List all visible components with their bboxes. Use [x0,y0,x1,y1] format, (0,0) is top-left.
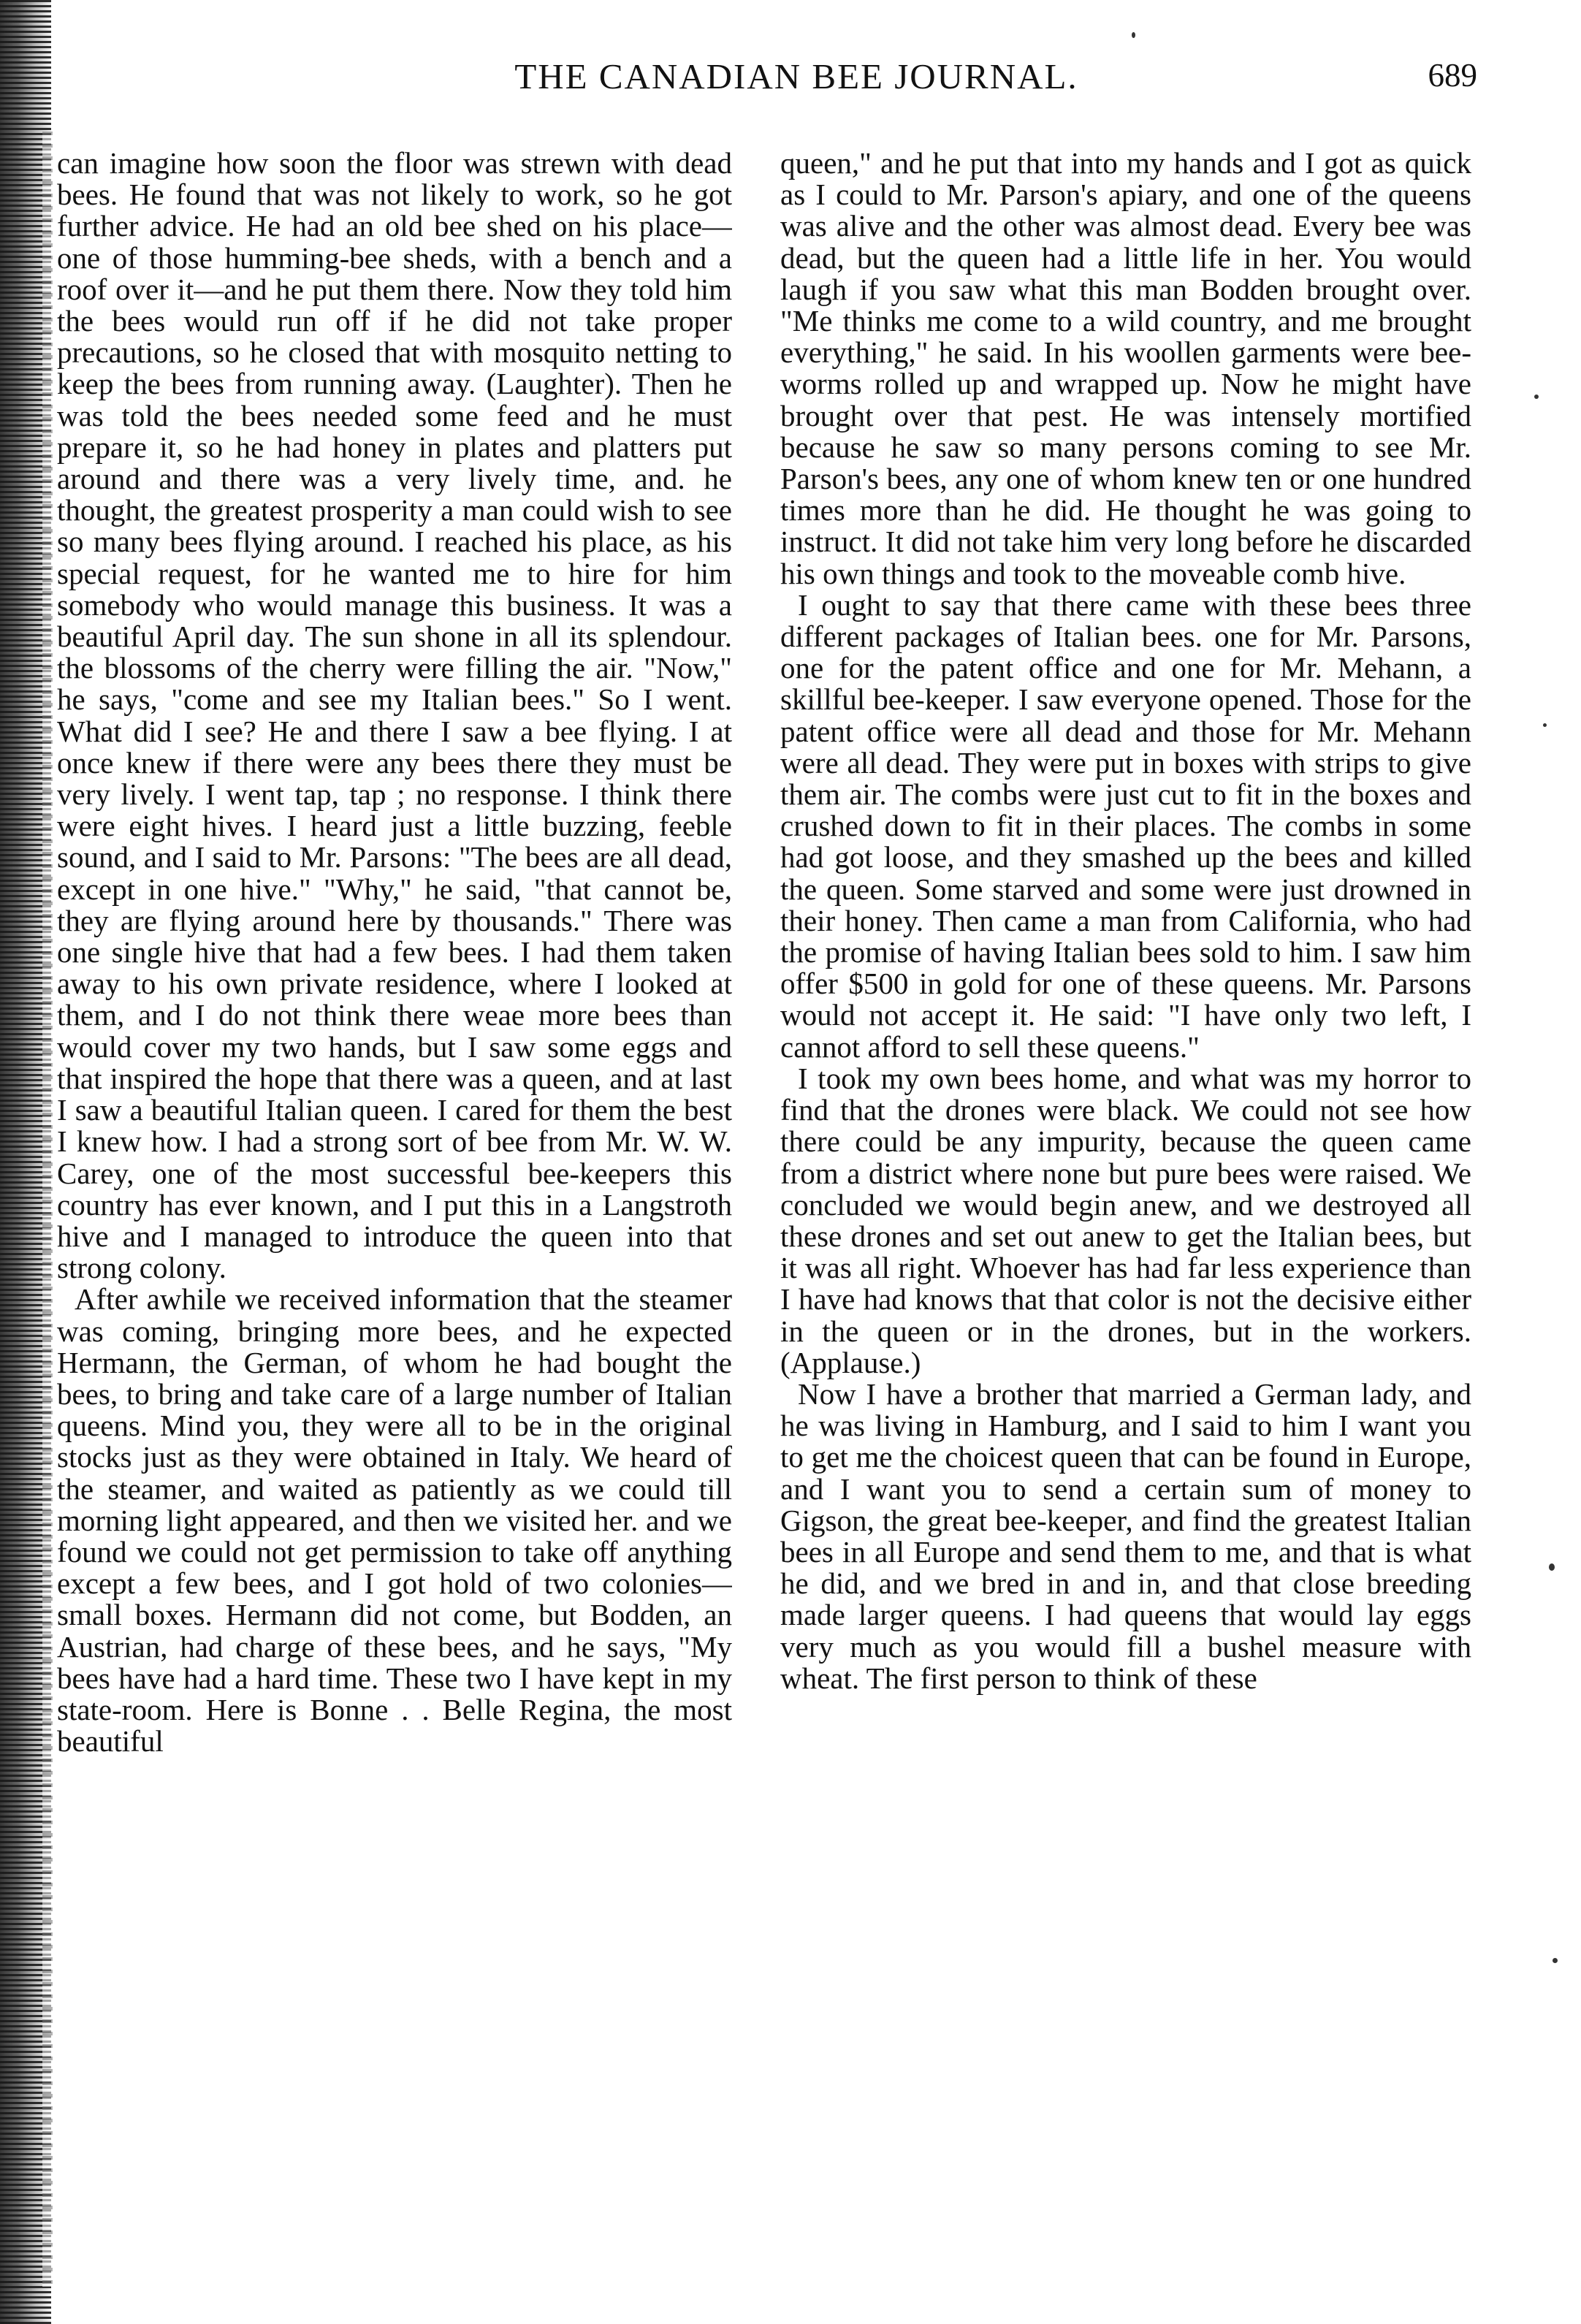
page-header [0,56,1581,114]
left-paragraph-1: can imagine how soon the floor was strewn with dead bees. He found that was not likely to work, so he got further advice. He had an old bee shed on his place—one of those humming-bee sheds, with a bench and a roof over it—and he put them there. Now they told him the bees would run off if he did not take proper precautions, so he closed that with mosquito netting to keep the bees from running away. (Laughter). Then he was told the bees needed some feed and he must prepare it, so he had honey in plates and platters put around and there was a very lively time, and. he thought, the greatest prosperity a man could wish to see so many bees flying around. I reached his place, as his special request, for he wanted me to hire for him somebody who would manage this business. It was a beautiful April day. The sun shone in all its splendour. the blossoms of the cherry were filling the air. "Now," he says, "come and see my Italian bees." So I went. What did I see? He and there I saw a bee flying. I at once knew if there were any bees there they must be very lively. I went tap, tap ; no response. I think there were eight hives. I heard just a little buzzing, feeble sound, and I said to Mr. Parsons: "The bees are all dead, except in one hive." "Why," he said, "that cannot be, they are flying around here by thousands." There was one single hive that had a few bees. I had them taken away to his own private residence, where I looked at them, and I do not think there weae more bees than would cover my two hands, but I saw some eggs and that inspired the hope that there was a queen, and at last I saw a beautiful Italian queen. I cared for them the best I knew how. I had a strong sort of bee from Mr. W. W. Carey, one of the most successful bee-keepers this country has ever known, and I put this in a Langstroth hive and I managed to introduce the queen into that strong colony. [57,148,732,1285]
left-paragraph-2: After awhile we received information that the steamer was coming, bringing more bees, and he expected Hermann, the German, of whom he had bought the bees, to bring and take care of a large number of Italian queens. Mind you, they were all to be in the original stocks just as they were obtained in Italy. We heard of the steamer, and waited as patiently as we could till morning light appeared, and then we visited her. and we found we could not get permission to take off anything except a few bees, and I got hold of two colonies—small boxes. Hermann did not come, but Bodden, an Austrian, had charge of these bees, and he says, "My bees have had a hard time. These two I have kept in my state-room. Here is Bonne . . Belle Regina, the most beautiful [57,1282,732,1759]
right-column [780,148,1471,2296]
print-speck [1543,723,1547,727]
right-paragraph-4: Now I have a brother that married a German lady, and he was living in Hamburg, and I said to him I want you to get me the choicest queen that can be found in Europe, and I want you to send a certain sum of money to Gigson, the great bee-keeper, and find the greatest Italian bees in all Europe and send them to me, and that is what he did, and we bred in and in, and that close breeding made larger queens. I had queens that would lay eggs very much as you would fill a bushel measure with wheat. The first person to think of these [780,1376,1471,1695]
print-speck [1132,32,1135,38]
page-number: 689 [1428,57,1477,94]
right-paragraph-3: I took my own bees home, and what was my horror to find that the drones were black. We could not see how there could be any impurity, because the queen came from a district where none but pure bees were raised. We concluded we would begin anew, and we destroyed all these drones and set out anew to get the Italian bees, but it was all right. Whoever has had far less experience than I have had knows that that color is not the decisive either in the queen or in the drones, but in the workers. (Applause.) [780,1061,1471,1379]
binding-gutter-edge [42,132,53,2287]
right-paragraph-2: I ought to say that there came with these bees three different packages of Italian bees. one for Mr. Parsons, one for the patent office and one for Mr. Mehann, a skillful bee-keeper. I saw everyone opened. Those for the patent office were all dead and those for Mr. Mehann were all dead. They were put in boxes with strips to give them air. The combs were just cut to fit in the boxes and crushed down to fit in their places. The combs in some had got loose, and they smashed up the bees and killed the queen. Some starved and some were just drowned in their honey. Then came a man from California, who had the promise of having Italian bees sold to him. I saw him offer $500 in gold for one of these queens. Mr. Parsons would not accept it. He said: "I have only two left, I cannot afford to sell these queens." [780,587,1471,1064]
running-title: THE CANADIAN BEE JOURNAL. [514,56,1078,96]
print-speck [1549,1563,1555,1571]
left-column [57,148,732,2296]
print-speck [1534,395,1539,399]
print-speck [1553,1958,1558,1963]
right-paragraph-1: queen," and he put that into my hands and I got as quick as I could to Mr. Parson's apiary, and one of the queens was alive and the other was almost dead. Every bee was dead, but the queen had a little life in her. You would laugh if you saw what this man Bodden brought over. "Me thinks me come to a wild country, and me brought everything," he said. In his woollen garments were bee-worms rolled up and wrapped up. Now he might have brought over that pest. He was intensely mortified because he saw so many persons coming to see Mr. Parson's bees, any one of whom knew ten or one hundred times more than he did. He thought he was going to instruct. It did not take him very long before he discarded his own things and took to the moveable comb hive. [780,148,1471,590]
